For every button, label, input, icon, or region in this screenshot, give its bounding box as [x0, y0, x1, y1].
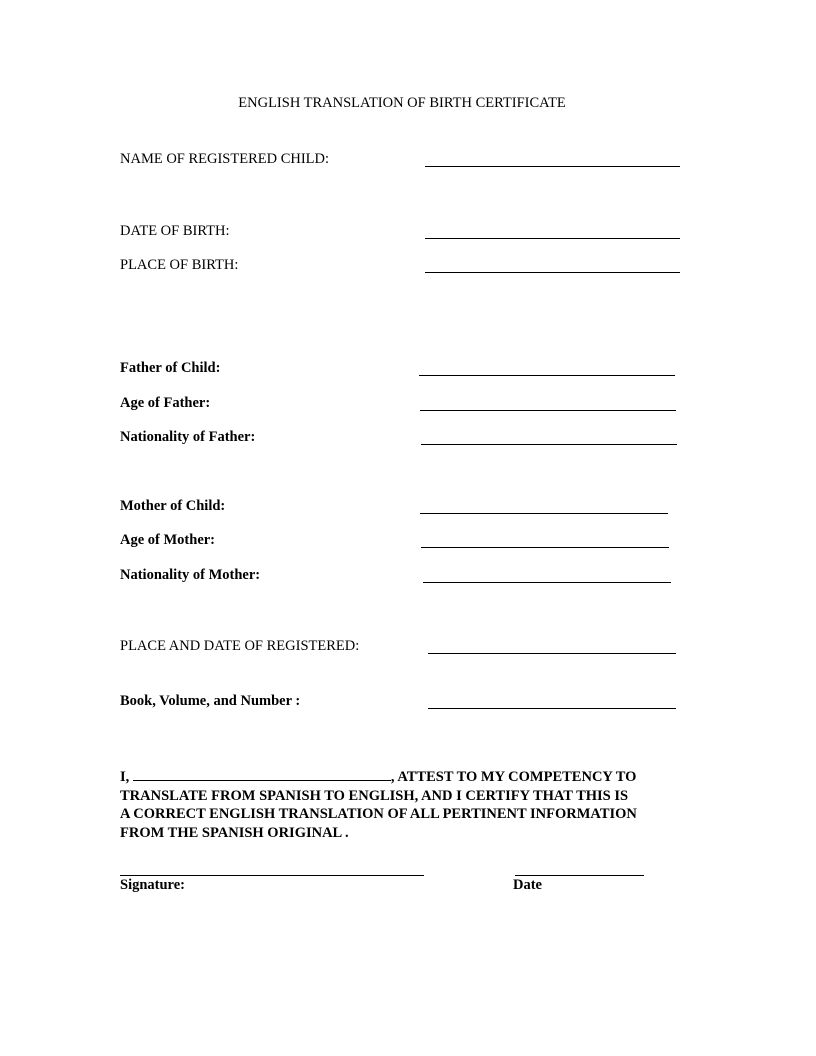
child-name-label: NAME OF REGISTERED CHILD:: [120, 151, 330, 167]
mother-nationality-field[interactable]: [423, 582, 671, 583]
attestation-prefix: I,: [120, 769, 130, 785]
place-of-birth-label: PLACE OF BIRTH:: [120, 257, 239, 273]
registration-label: PLACE AND DATE OF REGISTERED:: [120, 638, 360, 654]
father-label: Father of Child:: [120, 360, 221, 376]
attestation-line-3: A CORRECT ENGLISH TRANSLATION OF ALL PERTINENT INFORMATION: [120, 806, 637, 822]
signature-label: Signature:: [120, 877, 185, 893]
attestation-line-1-rest: , ATTEST TO MY COMPETENCY TO: [390, 769, 637, 785]
attestation-line-4: FROM THE SPANISH ORIGINAL .: [120, 824, 349, 841]
book-volume-number-label: Book, Volume, and Number :: [120, 693, 301, 709]
book-volume-number-field[interactable]: [428, 708, 676, 709]
attestation-line-2: TRANSLATE FROM SPANISH TO ENGLISH, AND I CERTIFY THAT THIS IS: [120, 787, 629, 804]
father-field[interactable]: [419, 375, 675, 376]
mother-age-field[interactable]: [421, 547, 669, 548]
translator-name-field[interactable]: [133, 766, 391, 781]
mother-field[interactable]: [420, 513, 668, 514]
place-of-birth-field[interactable]: [425, 272, 680, 273]
date-of-birth-field[interactable]: [425, 238, 680, 239]
date-of-birth-label: DATE OF BIRTH:: [120, 223, 230, 239]
attestation-statement: [120, 766, 700, 842]
document-title: ENGLISH TRANSLATION OF BIRTH CERTIFICATE: [238, 95, 566, 111]
mother-nationality-label: Nationality of Mother:: [120, 567, 261, 583]
signature-field[interactable]: [120, 875, 424, 876]
father-age-label: Age of Father:: [120, 395, 211, 411]
attestation-line-1: [120, 766, 700, 787]
mother-label: Mother of Child:: [120, 498, 226, 514]
date-field[interactable]: [515, 875, 644, 876]
date-label: Date: [513, 877, 542, 893]
father-age-field[interactable]: [420, 410, 676, 411]
mother-age-label: Age of Mother:: [120, 532, 216, 548]
registration-field[interactable]: [428, 653, 676, 654]
father-nationality-field[interactable]: [421, 444, 677, 445]
child-name-field[interactable]: [425, 166, 680, 167]
father-nationality-label: Nationality of Father:: [120, 429, 256, 445]
